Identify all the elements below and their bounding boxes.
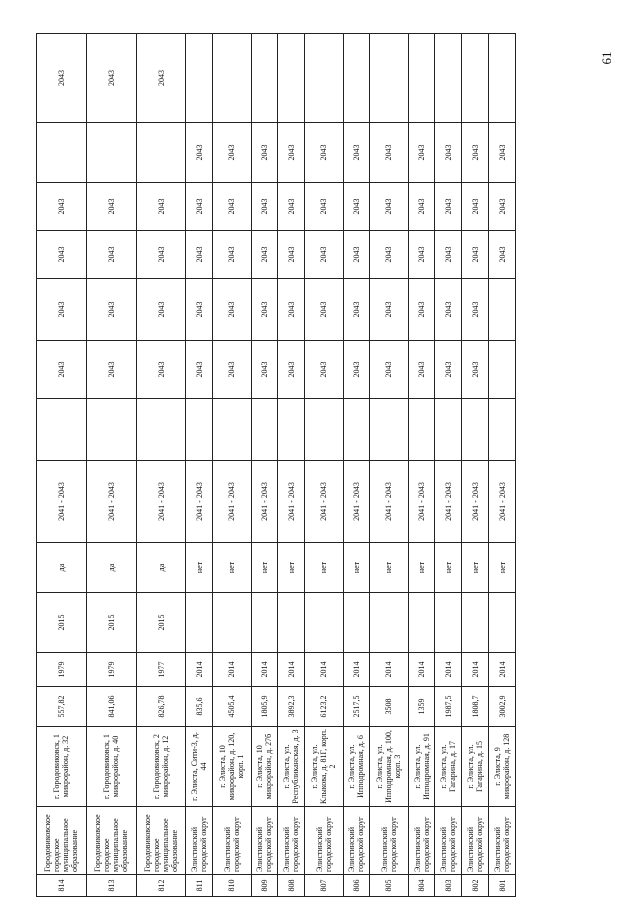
col-9 (489, 341, 516, 399)
col-11: 2043 (86, 231, 136, 279)
period: 2041 - 2043 (435, 461, 462, 543)
col-10: 2043 (186, 279, 213, 341)
col-10: 2043 (370, 279, 408, 341)
col-13: 2043 (343, 123, 370, 183)
district-name: Элистинский городской округ (186, 807, 213, 875)
col-9: 2043 (186, 341, 213, 399)
table-row (251, 34, 278, 897)
col-12: 2043 (408, 183, 435, 231)
address: г. Элиста, 9 микрорайон, д. 128 (489, 727, 516, 807)
need-flag: да (37, 543, 87, 593)
col-14 (305, 34, 343, 123)
need-flag: да (136, 543, 186, 593)
period: 2041 - 2043 (343, 461, 370, 543)
table-row (462, 34, 489, 897)
district-name: Элистинский городской округ (489, 807, 516, 875)
col-13: 2043 (213, 123, 251, 183)
area-value: 2517,5 (343, 687, 370, 727)
period: 2041 - 2043 (462, 461, 489, 543)
col-11: 2043 (136, 231, 186, 279)
col-14 (462, 34, 489, 123)
area-value: 557,82 (37, 687, 87, 727)
col-10: 2043 (343, 279, 370, 341)
row-number: 814 (37, 875, 87, 897)
col-14 (408, 34, 435, 123)
area-value: 4505,4 (213, 687, 251, 727)
address: г. Элиста, ул. Клыкова, д. 81Г, корп. 2 (305, 727, 343, 807)
table-row (408, 34, 435, 897)
year-plan (408, 593, 435, 653)
col-8 (370, 399, 408, 461)
row-number: 810 (213, 875, 251, 897)
year-built: 2014 (435, 653, 462, 687)
table-row (213, 34, 251, 897)
year-plan (489, 593, 516, 653)
col-13: 2043 (305, 123, 343, 183)
table-row (370, 34, 408, 897)
col-14 (370, 34, 408, 123)
address: г. Элиста, 10 микрорайон, д. 27б (251, 727, 278, 807)
year-built: 2014 (370, 653, 408, 687)
year-plan (435, 593, 462, 653)
district-name: Городовиковское городское муниципальное образование (86, 807, 136, 875)
col-14: 2043 (37, 34, 87, 123)
address: г. Городовиковск, 1 микрорайон, д. 32 (37, 727, 87, 807)
col-14 (186, 34, 213, 123)
district-name: Элистинский городской округ (435, 807, 462, 875)
row-number: 807 (305, 875, 343, 897)
table-row (343, 34, 370, 897)
col-11: 2043 (278, 231, 305, 279)
address: г. Городовиковск, 1 микрорайон, д. 40 (86, 727, 136, 807)
area-value: 841,06 (86, 687, 136, 727)
row-number: 802 (462, 875, 489, 897)
col-12: 2043 (462, 183, 489, 231)
col-12: 2043 (136, 183, 186, 231)
col-10: 2043 (37, 279, 87, 341)
year-built: 2014 (251, 653, 278, 687)
period: 2041 - 2043 (37, 461, 87, 543)
table-row (489, 34, 516, 897)
col-9: 2043 (278, 341, 305, 399)
table-row (186, 34, 213, 897)
district-name: Элистинский городской округ (408, 807, 435, 875)
col-8 (343, 399, 370, 461)
col-10: 2043 (251, 279, 278, 341)
year-built: 2014 (278, 653, 305, 687)
col-8 (408, 399, 435, 461)
need-flag: нет (186, 543, 213, 593)
address: г. Элиста, Сити-3, д. 44 (186, 727, 213, 807)
data-table (36, 33, 516, 897)
row-number: 809 (251, 875, 278, 897)
col-14 (489, 34, 516, 123)
row-number: 813 (86, 875, 136, 897)
year-built: 2014 (305, 653, 343, 687)
col-14: 2043 (86, 34, 136, 123)
need-flag: нет (305, 543, 343, 593)
need-flag: нет (489, 543, 516, 593)
col-11: 2043 (186, 231, 213, 279)
year-plan: 2015 (37, 593, 87, 653)
col-9: 2043 (251, 341, 278, 399)
col-9: 2043 (462, 341, 489, 399)
period: 2041 - 2043 (251, 461, 278, 543)
col-12: 2043 (343, 183, 370, 231)
col-14 (278, 34, 305, 123)
period: 2041 - 2043 (86, 461, 136, 543)
area-value: 3002,9 (489, 687, 516, 727)
period: 2041 - 2043 (305, 461, 343, 543)
year-plan: 2015 (86, 593, 136, 653)
period: 2041 - 2043 (136, 461, 186, 543)
district-name: Элистинский городской округ (251, 807, 278, 875)
col-11: 2043 (251, 231, 278, 279)
address: г. Элиста, 10 микрорайон, д. 120, корп. 1 (213, 727, 251, 807)
rotated-table-wrapper (36, 34, 516, 897)
col-12: 2043 (213, 183, 251, 231)
year-built: 1977 (136, 653, 186, 687)
district-name: Элистинский городской округ (305, 807, 343, 875)
col-12: 2043 (305, 183, 343, 231)
col-13 (86, 123, 136, 183)
row-number: 801 (489, 875, 516, 897)
need-flag: нет (462, 543, 489, 593)
table-body (37, 34, 516, 897)
area-value: 6123,2 (305, 687, 343, 727)
col-10: 2043 (435, 279, 462, 341)
col-13: 2043 (251, 123, 278, 183)
need-flag: нет (251, 543, 278, 593)
col-11: 2043 (343, 231, 370, 279)
table-row (37, 34, 87, 897)
col-10: 2043 (305, 279, 343, 341)
col-8 (435, 399, 462, 461)
col-12: 2043 (186, 183, 213, 231)
year-built: 2014 (489, 653, 516, 687)
col-9: 2043 (408, 341, 435, 399)
col-9: 2043 (343, 341, 370, 399)
table-row (86, 34, 136, 897)
col-12: 2043 (489, 183, 516, 231)
col-8 (213, 399, 251, 461)
col-11: 2043 (213, 231, 251, 279)
need-flag: да (86, 543, 136, 593)
row-number: 804 (408, 875, 435, 897)
col-8 (136, 399, 186, 461)
year-plan (213, 593, 251, 653)
address: г. Элиста, ул. Ипподромная, д. 91 (408, 727, 435, 807)
col-10: 2043 (86, 279, 136, 341)
table-row (278, 34, 305, 897)
col-8 (186, 399, 213, 461)
table-row (305, 34, 343, 897)
year-plan: 2015 (136, 593, 186, 653)
col-11: 2043 (305, 231, 343, 279)
year-plan (278, 593, 305, 653)
col-11: 2043 (462, 231, 489, 279)
col-12: 2043 (251, 183, 278, 231)
address: г. Городовиковск, 2 микрорайон, д. 12 (136, 727, 186, 807)
page-number: 61 (599, 51, 614, 65)
col-10: 2043 (213, 279, 251, 341)
row-number: 808 (278, 875, 305, 897)
col-14 (251, 34, 278, 123)
district-name: Городовиковское городское муниципальное образование (136, 807, 186, 875)
area-value: 835,6 (186, 687, 213, 727)
col-12: 2043 (370, 183, 408, 231)
row-number: 806 (343, 875, 370, 897)
row-number: 811 (186, 875, 213, 897)
need-flag: нет (213, 543, 251, 593)
address: г. Элиста, ул. Ипподромная, д. 6 (343, 727, 370, 807)
period: 2041 - 2043 (186, 461, 213, 543)
col-13: 2043 (435, 123, 462, 183)
col-13: 2043 (278, 123, 305, 183)
table-row (435, 34, 462, 897)
year-built: 2014 (408, 653, 435, 687)
col-8 (462, 399, 489, 461)
col-13: 2043 (462, 123, 489, 183)
area-value: 826,78 (136, 687, 186, 727)
year-built: 2014 (343, 653, 370, 687)
col-9: 2043 (213, 341, 251, 399)
col-14 (213, 34, 251, 123)
period: 2041 - 2043 (489, 461, 516, 543)
year-built: 2014 (213, 653, 251, 687)
address: г. Элиста, ул. Республиканская, д. 3 (278, 727, 305, 807)
year-built: 2014 (462, 653, 489, 687)
col-9: 2043 (435, 341, 462, 399)
col-9: 2043 (305, 341, 343, 399)
col-11: 2043 (489, 231, 516, 279)
need-flag: нет (343, 543, 370, 593)
need-flag: нет (370, 543, 408, 593)
col-13 (136, 123, 186, 183)
period: 2041 - 2043 (370, 461, 408, 543)
col-10 (489, 279, 516, 341)
area-value: 1987,5 (435, 687, 462, 727)
col-8 (305, 399, 343, 461)
year-plan (186, 593, 213, 653)
period: 2041 - 2043 (213, 461, 251, 543)
col-13 (37, 123, 87, 183)
col-12: 2043 (37, 183, 87, 231)
district-name: Элистинский городской округ (278, 807, 305, 875)
year-built: 1979 (86, 653, 136, 687)
year-built: 2014 (186, 653, 213, 687)
area-value: 1808,7 (462, 687, 489, 727)
col-14 (435, 34, 462, 123)
col-8 (278, 399, 305, 461)
address: г. Элиста, ул. Гагарина, д. 15 (462, 727, 489, 807)
district-name: Элистинский городской округ (343, 807, 370, 875)
year-built: 1979 (37, 653, 87, 687)
area-value: 3892,3 (278, 687, 305, 727)
col-12: 2043 (86, 183, 136, 231)
col-10: 2043 (136, 279, 186, 341)
row-number: 803 (435, 875, 462, 897)
col-11: 2043 (370, 231, 408, 279)
year-plan (370, 593, 408, 653)
col-9: 2043 (370, 341, 408, 399)
year-plan (251, 593, 278, 653)
col-9: 2043 (86, 341, 136, 399)
period: 2041 - 2043 (408, 461, 435, 543)
col-12: 2043 (435, 183, 462, 231)
col-8 (86, 399, 136, 461)
address: г. Элиста, ул. Гагарина, д. 17 (435, 727, 462, 807)
col-9: 2043 (37, 341, 87, 399)
col-8 (489, 399, 516, 461)
col-10: 2043 (462, 279, 489, 341)
col-11: 2043 (435, 231, 462, 279)
col-9: 2043 (136, 341, 186, 399)
col-14: 2043 (136, 34, 186, 123)
district-name: Элистинский городской округ (370, 807, 408, 875)
row-number: 812 (136, 875, 186, 897)
col-14 (343, 34, 370, 123)
row-number: 805 (370, 875, 408, 897)
year-plan (462, 593, 489, 653)
area-value: 1359 (408, 687, 435, 727)
table-row (136, 34, 186, 897)
col-8 (37, 399, 87, 461)
year-plan (343, 593, 370, 653)
area-value: 1805,9 (251, 687, 278, 727)
need-flag: нет (435, 543, 462, 593)
col-13: 2043 (489, 123, 516, 183)
district-name: Городовиковское городское муниципальное образование (37, 807, 87, 875)
col-13: 2043 (408, 123, 435, 183)
period: 2041 - 2043 (278, 461, 305, 543)
col-12: 2043 (278, 183, 305, 231)
col-10: 2043 (278, 279, 305, 341)
col-11: 2043 (408, 231, 435, 279)
need-flag: нет (408, 543, 435, 593)
district-name: Элистинский городской округ (462, 807, 489, 875)
district-name: Элистинский городской округ (213, 807, 251, 875)
col-11: 2043 (37, 231, 87, 279)
col-10: 2043 (408, 279, 435, 341)
col-13: 2043 (370, 123, 408, 183)
col-13: 2043 (186, 123, 213, 183)
col-8 (251, 399, 278, 461)
area-value: 3508 (370, 687, 408, 727)
need-flag: нет (278, 543, 305, 593)
year-plan (305, 593, 343, 653)
address: г. Элиста, ул. Ипподромная, д. 100, корп. 3 (370, 727, 408, 807)
